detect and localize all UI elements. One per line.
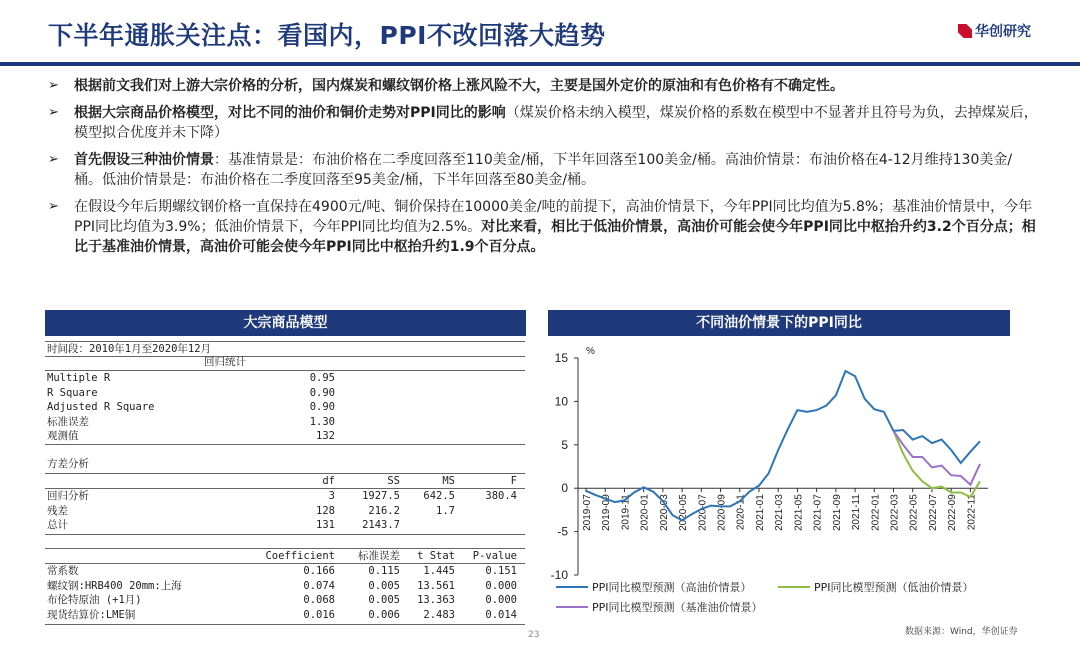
cell-value: 128 [316,504,335,517]
anova-row [45,519,525,532]
x-tick-label: 2020-01 [639,494,651,531]
coef-row [45,580,525,593]
cell-value: 642.5 [423,490,455,502]
bullet-text: 对比来看，相比于低油价情景，高油价可能会使今年PPI同比中枢抬升约3.2个百分点；相比于基准油价情景，高油价可能会使今年PPI同比中枢抬升约1.9个百分点。 [74,219,1036,255]
title-bar [0,0,1080,62]
coef-header-row [45,550,525,563]
bullet-item [48,103,1038,143]
x-tick-label: 2019-11 [620,494,632,531]
row-label: 现货结算价:LME铜 [47,608,136,621]
cell-value: 131 [316,519,335,531]
cell-value: 216.2 [368,504,400,517]
table-rule [45,534,525,535]
cell-value: df [322,475,335,487]
cell-value: 0.115 [368,565,400,577]
cell-value: 0.166 [303,565,335,577]
ppi-chart [548,338,1010,628]
cell-value: 1.445 [423,565,455,577]
row-label: 回归分析 [47,490,89,502]
cell-value: 0.016 [303,608,335,621]
x-tick-label: 2022-05 [908,494,920,531]
x-tick-label: 2021-05 [793,494,805,531]
x-tick-label: 2021-07 [812,494,824,531]
y-tick-label: 10 [554,394,568,409]
cell-value: 0.014 [485,608,517,621]
bullet-item [48,150,1038,190]
title-divider [0,62,1080,66]
x-tick-label: 2019-07 [582,494,593,531]
x-tick-label: 2021-11 [851,494,863,531]
y-unit-label: % [586,346,595,357]
bullet-arrow-icon: ➢ [48,152,59,167]
cell-value: t Stat [417,550,455,562]
bullet-text: 首先假设三种油价情景 [74,152,214,168]
table-rule [45,444,525,445]
table-rule [45,473,525,474]
reg-stat-row [45,387,525,400]
legend-label: PPI同比模型预测（高油价情景） [592,581,752,594]
reg-stat-row [45,401,525,414]
cell-value: F [510,475,517,487]
row-label: 观测值 [47,430,79,442]
cell-value: 0.000 [485,579,517,592]
row-label: 螺纹钢:HRB400 20mm:上海 [47,579,182,592]
bullet-text: 在假设今年后期螺纹钢价格一直保持在4900元/吨、铜价保持在10000美金/吨的前提下，高油价情景下，今年PPI同比均值为5.8%；基准油价情景中，今年PPI同比均值为3.9%；低油价情景下，今年PPI同比均值为2.5%。 [74,199,1033,235]
bullet-text: 根据前文我们对上游大宗价格的分析，国内煤炭和螺纹钢价格上涨风险不大，主要是国外定价的原油和有色价格有不确定性。 [74,78,844,94]
table-rule [45,563,525,564]
y-tick-label: 0 [561,481,568,496]
table-rule [45,624,525,625]
y-tick-label: 15 [554,351,568,365]
ppi-chart-svg [548,338,1010,628]
cell-value: 0.90 [309,401,335,413]
row-label: Multiple R [47,372,111,384]
anova-header-row [45,475,525,488]
y-tick-label: 5 [561,437,568,452]
x-tick-label: 2022-03 [889,494,901,531]
legend-label: PPI同比模型预测（基准油价情景） [592,601,763,614]
x-tick-label: 2019-09 [601,494,613,531]
reg-stat-row [45,416,525,429]
row-label: 布伦特原油 (+1月) [47,594,142,606]
cell-value: 0.068 [303,594,335,606]
bullet-item [48,76,1038,96]
row-label: 标准误差 [47,415,89,428]
table-panel-header: 大宗商品模型 [45,310,526,336]
reg-stats-header: 回归统计 [204,356,246,368]
row-label: 总计 [47,519,68,531]
bullet-text: ：基准情景是：布油价格在二季度回落至110美金/桶，下半年回落至100美金/桶。高油价情景：布油价格在4-12月维持130美金/桶。低油价情景是：布油价格在二季度回落至95美金/桶，下半年回落至80美金/桶。 [74,152,1013,188]
legend-label: PPI同比模型预测（低油价情景） [814,581,974,594]
table-rule [45,356,525,357]
bullet-text: 根据大宗商品价格模型，对比不同的油价和铜价走势对PPI同比的影响 [74,105,506,121]
period-row [45,343,525,356]
table-rule [45,488,525,489]
logo-mark-icon [958,24,972,38]
x-tick-label: 2020-05 [678,494,690,531]
cell-value: 0.074 [303,579,335,592]
page-title: 下半年通胀关注点：看国内，PPI不改回落大趋势 [48,21,606,50]
cell-value: 13.561 [417,579,455,592]
cell-value: SS [387,475,400,487]
cell-value: 0.000 [485,594,517,606]
table-rule [45,370,525,371]
cell-value: 380.4 [485,490,517,502]
chart-panel-header: 不同油价情景下的PPI同比 [548,310,1010,336]
row-label: 残差 [47,504,68,517]
table-rule [45,548,525,549]
cell-value: 0.151 [485,565,517,577]
row-label: R Square [47,386,98,399]
cell-value: 1.7 [436,504,455,517]
x-tick-label: 2020-07 [697,494,709,531]
x-tick-label: 2022-11 [966,494,978,531]
cell-value: 1927.5 [362,490,400,502]
row-label: 常系数 [47,565,79,577]
cell-value: 0.005 [368,594,400,606]
reg-stat-row [45,372,525,385]
row-label: 时间段：2010年1月至2020年12月 [47,343,212,355]
cell-value: 0.90 [309,386,335,399]
anova-row [45,505,525,518]
cell-value: 13.363 [417,594,455,606]
table-rule [45,341,525,342]
x-tick-label: 2020-11 [735,494,747,531]
x-tick-label: 2022-07 [927,494,939,531]
reg-stat-row [45,430,525,443]
brand-logo [958,21,1031,41]
page-number: 23 [528,630,540,640]
anova-row [45,490,525,503]
row-label: Adjusted R Square [47,401,155,413]
y-tick-label: -5 [557,524,568,539]
cell-value: 0.95 [309,372,335,384]
cell-value: 0.005 [368,579,400,592]
anova-title-row [45,458,525,471]
row-label: 方差分析 [47,458,89,470]
cell-value: 2.483 [423,608,455,621]
cell-value: 2143.7 [362,519,400,531]
coef-row [45,609,525,622]
x-tick-label: 2021-03 [774,494,786,531]
cell-value: Coefficient [265,550,335,562]
coef-row [45,565,525,578]
bullet-text: （煤炭价格未纳入模型，煤炭价格的系数在模型中不显著并且符号为负，去掉煤炭后，模型拟合优度并未下降） [74,105,1038,141]
cell-value: P-value [472,550,517,562]
cell-value: MS [442,475,455,487]
data-source: 数据来源：Wind，华创证券 [905,627,1018,637]
bullet-arrow-icon: ➢ [48,78,59,93]
x-tick-label: 2021-09 [831,494,843,531]
bullet-item [48,197,1038,257]
x-tick-label: 2022-01 [870,494,882,531]
logo-text: 华创研究 [975,24,1031,40]
y-tick-label: -10 [550,568,568,582]
x-tick-label: 2020-09 [716,494,728,531]
coef-row [45,594,525,607]
bullet-list [48,76,1038,264]
cell-value: 132 [316,430,335,442]
cell-value: 1.30 [309,415,335,428]
cell-value: 标准误差 [358,550,400,562]
x-tick-label: 2022-09 [947,494,959,531]
bullet-arrow-icon: ➢ [48,105,59,120]
x-tick-label: 2021-01 [754,494,766,531]
bullet-arrow-icon: ➢ [48,199,59,214]
x-tick-label: 2020-03 [658,494,670,531]
cell-value: 0.006 [368,608,400,621]
cell-value: 3 [328,490,335,502]
